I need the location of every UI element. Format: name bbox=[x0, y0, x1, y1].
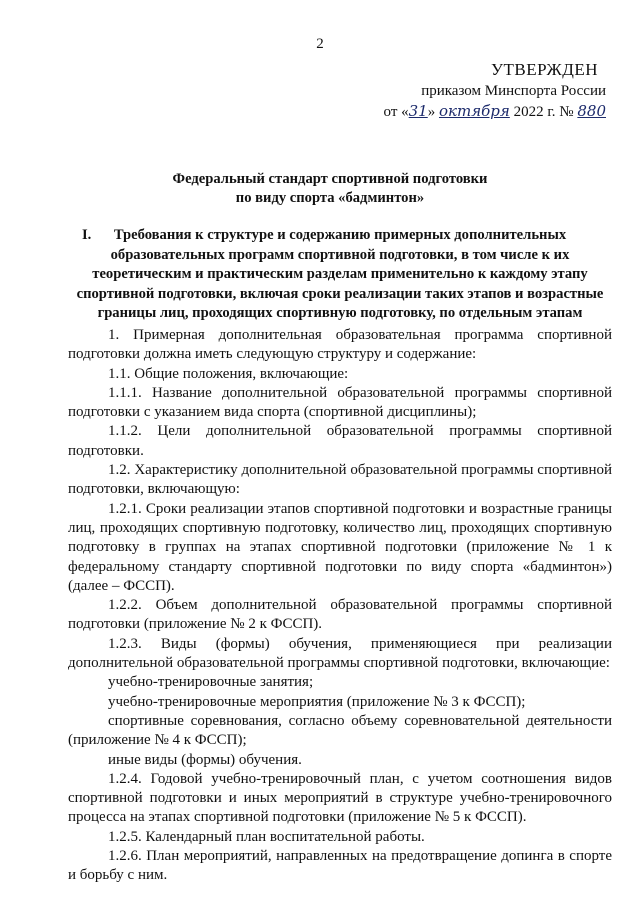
list-item: спортивные соревнования, согласно объему соревновательной деятельности (приложение № 4 к ФССП); bbox=[68, 712, 612, 749]
year-text: 2022 г. № bbox=[513, 104, 574, 120]
approved-label: УТВЕРЖДЕН bbox=[491, 60, 598, 79]
paragraph: 1.1. Общие положения, включающие: bbox=[108, 365, 349, 382]
approved-stamp-text bbox=[356, 60, 606, 81]
handwritten-month: октября bbox=[438, 102, 510, 120]
date-prefix: от « bbox=[383, 104, 409, 120]
paragraph: 1. Примерная дополнительная образовательная программа спортивной подготовки должна иметь следующую структуру и содержание: bbox=[68, 327, 612, 363]
list-item: иные виды (формы) обучения. bbox=[108, 751, 302, 768]
paragraph: 1.2.3. Виды (формы) обучения, применяющиеся при реализации дополнительной образовательной программы спортивной подготовки, включающие: bbox=[68, 635, 612, 672]
order-date-line bbox=[356, 101, 606, 122]
paragraph: 1.1.1. Название дополнительной образовательной программы спортивной подготовки с указанием вида спорта (спортивной дисциплины); bbox=[68, 384, 612, 421]
order-line: приказом Минспорта России bbox=[421, 83, 606, 99]
section-number: I. bbox=[82, 227, 92, 243]
paragraph: 1.2.6. План мероприятий, направленных на предотвращение допинга в спорте и борьбу с ним. bbox=[68, 848, 612, 884]
paragraph: 1.2.5. Календарный план воспитательной работы. bbox=[108, 828, 425, 845]
paragraph: 1.2. Характеристику дополнительной образовательной программы спортивной подготовки, включающую: bbox=[68, 462, 612, 498]
paragraph: 1.1.2. Цели дополнительной образовательной программы спортивной подготовки. bbox=[68, 423, 612, 459]
handwritten-order-number: 880 bbox=[577, 102, 606, 120]
document-body bbox=[68, 326, 612, 886]
section-title: Требования к структуре и содержанию примерных дополнительных образовательных программ спортивной подготовки, в том числе к их теоретическим и практическим разделам применительно к каждому этапу спортивной подготовки, включая сроки реализации таких этапов и возрастные границы лиц, проходящих спортивную подготовку, по отдельным этапам bbox=[76, 227, 604, 321]
document-title bbox=[60, 170, 600, 208]
paragraph: 1.2.1. Сроки реализации этапов спортивной подготовки и возрастные границы лиц, проходящих спортивную подготовку, количество лиц, проходящих спортивную подготовку в группах на этапах спортивной подготовки (приложение № 1 к федеральному стандарту спортивной подготовки по виду спорта «бадминтон») (далее – ФССП). bbox=[68, 500, 612, 594]
list-item: учебно-тренировочные занятия; bbox=[108, 674, 314, 691]
title-line-2: по виду спорта «бадминтон» bbox=[235, 190, 425, 206]
title-line-1: Федеральный стандарт спортивной подготовки bbox=[172, 171, 488, 187]
handwritten-day: 31 bbox=[408, 102, 428, 120]
paragraph: 1.2.2. Объем дополнительной образовательной программы спортивной подготовки (приложение № 2 к ФССП). bbox=[68, 597, 612, 633]
section-heading bbox=[68, 226, 612, 324]
page-number: 2 bbox=[316, 36, 324, 52]
date-quote-close: » bbox=[427, 104, 436, 120]
paragraph: 1.2.4. Годовой учебно-тренировочный план, с учетом соотношения видов спортивной подготовки и иных мероприятий в структуре учебно-тренировочного процесса на этапах спортивной подготовки (приложение № 5 к ФССП). bbox=[68, 770, 612, 826]
approval-block bbox=[356, 60, 606, 122]
list-item: учебно-тренировочные мероприятия (приложение № 3 к ФССП); bbox=[108, 693, 526, 710]
